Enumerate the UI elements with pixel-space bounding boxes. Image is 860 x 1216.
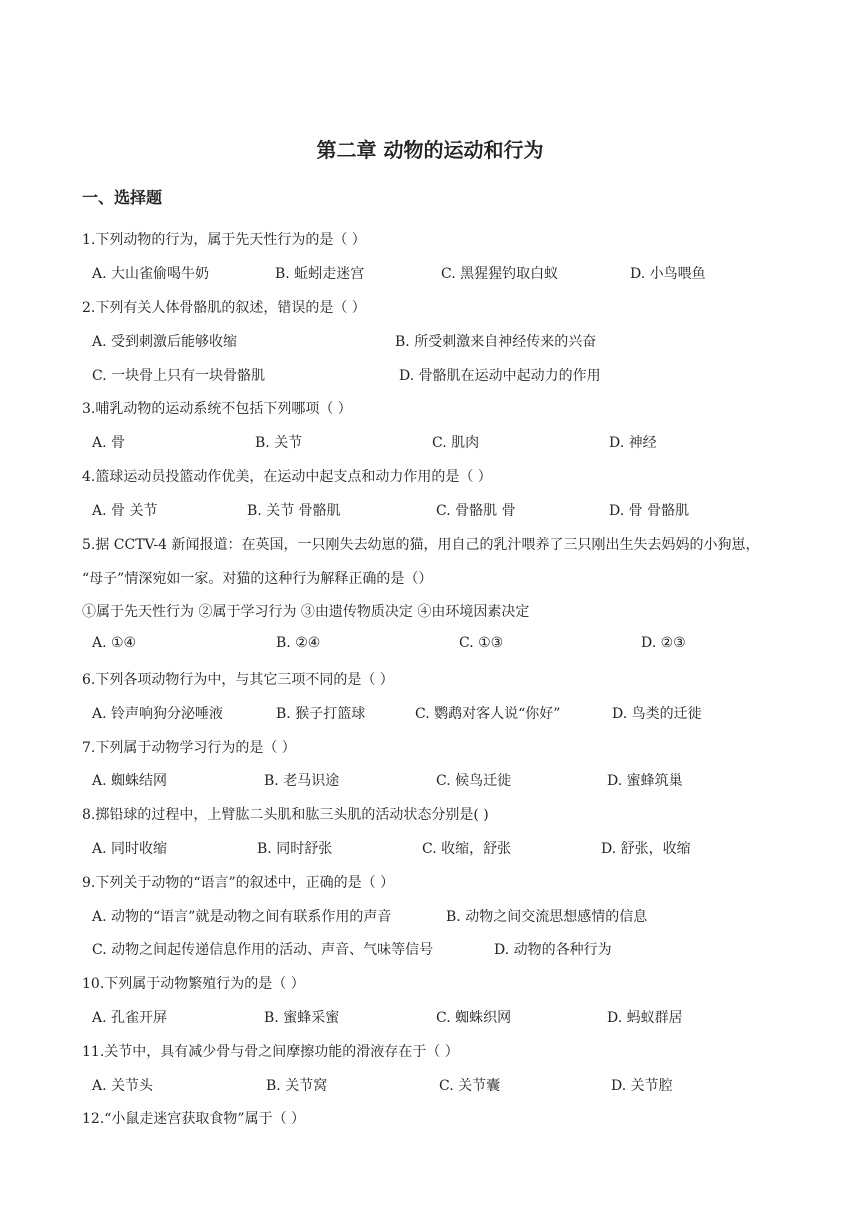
q4-option-c: C. 骨骼肌 骨 <box>436 503 516 519</box>
q11-option-a: A. 关节头 <box>92 1078 154 1094</box>
q1-option-c: C. 黑猩猩钓取白蚁 <box>441 266 559 282</box>
q4-option-d: D. 骨 骨骼肌 <box>609 503 690 519</box>
q8-option-c: C. 收缩，舒张 <box>422 841 512 857</box>
q9-option-c: C. 动物之间起传递信息作用的活动、声音、气味等信号 <box>92 942 434 958</box>
q7-option-a: A. 蜘蛛结网 <box>92 773 168 789</box>
q10-option-b: B. 蜜蜂采蜜 <box>264 1010 340 1026</box>
q6-option-b: B. 猴子打篮球 <box>276 706 366 722</box>
q2-option-d: D. 骨骼肌在运动中起动力的作用 <box>399 368 601 384</box>
q5-option-d: D. ②③ <box>641 635 686 651</box>
q4-option-a: A. 骨 关节 <box>92 503 158 519</box>
question-3-stem: 3.哺乳动物的运动系统不包括下列哪项（ ） <box>82 401 352 417</box>
q11-option-c: C. 关节囊 <box>439 1078 501 1094</box>
q6-option-c: C. 鹦鹉对客人说“你好” <box>415 706 561 722</box>
q2-option-b: B. 所受刺激来自神经传来的兴奋 <box>395 334 597 350</box>
section-heading: 一、选择题 <box>82 188 163 207</box>
q2-option-a: A. 受到刺激后能够收缩 <box>92 334 238 350</box>
q5-option-b: B. ②④ <box>276 635 321 651</box>
question-10-stem: 10.下列属于动物繁殖行为的是（ ） <box>82 976 305 992</box>
q8-option-a: A. 同时收缩 <box>92 841 168 857</box>
question-7-stem: 7.下列属于动物学习行为的是（ ） <box>82 740 296 756</box>
question-5-statements: ①属于先天性行为 ②属于学习行为 ③由遗传物质决定 ④由环境因素决定 <box>82 604 530 620</box>
q11-option-d: D. 关节腔 <box>611 1078 673 1094</box>
q2-option-c: C. 一块骨上只有一块骨骼肌 <box>92 368 266 384</box>
question-8-stem: 8.掷铅球的过程中，上臂肱二头肌和肱三头肌的活动状态分别是( ) <box>82 807 489 823</box>
q7-option-b: B. 老马识途 <box>264 773 340 789</box>
q10-option-d: D. 蚂蚁群居 <box>607 1010 683 1026</box>
q10-option-a: A. 孔雀开屏 <box>92 1010 168 1026</box>
q5-option-c: C. ①③ <box>459 635 504 651</box>
q1-option-a: A. 大山雀偷喝牛奶 <box>92 266 210 282</box>
q9-option-b: B. 动物之间交流思想感情的信息 <box>446 909 648 925</box>
question-11-stem: 11.关节中，具有减少骨与骨之间摩擦功能的滑液存在于（ ） <box>82 1044 459 1060</box>
q9-option-d: D. 动物的各种行为 <box>494 942 612 958</box>
q11-option-b: B. 关节窝 <box>266 1078 328 1094</box>
q3-option-c: C. 肌肉 <box>432 435 480 451</box>
q7-option-d: D. 蜜蜂筑巢 <box>607 773 683 789</box>
question-5-stem-line2: “母子”情深宛如一家。对猫的这种行为解释正确的是（） <box>82 571 433 587</box>
question-12-stem: 12.“小鼠走迷宫获取食物”属于（ ） <box>82 1111 306 1127</box>
q3-option-a: A. 骨 <box>92 435 126 451</box>
q8-option-d: D. 舒张，收缩 <box>601 841 691 857</box>
q1-option-d: D. 小鸟喂鱼 <box>630 266 706 282</box>
question-1-stem: 1.下列动物的行为，属于先天性行为的是（ ） <box>82 232 366 248</box>
q3-option-d: D. 神经 <box>609 435 657 451</box>
page-title: 第二章 动物的运动和行为 <box>316 138 544 162</box>
q5-option-a: A. ①④ <box>92 635 137 651</box>
q6-option-d: D. 鸟类的迁徙 <box>612 706 702 722</box>
q6-option-a: A. 铃声响狗分泌唾液 <box>92 706 224 722</box>
q9-option-a: A. 动物的“语言”就是动物之间有联系作用的声音 <box>92 909 392 925</box>
q1-option-b: B. 蚯蚓走迷宫 <box>275 266 365 282</box>
question-6-stem: 6.下列各项动物行为中，与其它三项不同的是（ ） <box>82 672 394 688</box>
question-4-stem: 4.篮球运动员投篮动作优美，在运动中起支点和动力作用的是（ ） <box>82 469 492 485</box>
question-2-stem: 2.下列有关人体骨骼肌的叙述，错误的是（ ） <box>82 300 366 316</box>
question-9-stem: 9.下列关于动物的“语言”的叙述中，正确的是（ ） <box>82 875 395 891</box>
q10-option-c: C. 蜘蛛织网 <box>436 1010 512 1026</box>
question-5-stem-line1: 5.据 CCTV-4 新闻报道：在英国，一只刚失去幼崽的猫，用自己的乳汁喂养了三只刚出生失去妈妈的小狗崽， <box>82 537 760 553</box>
q3-option-b: B. 关节 <box>255 435 303 451</box>
q8-option-b: B. 同时舒张 <box>257 841 333 857</box>
q4-option-b: B. 关节 骨骼肌 <box>247 503 341 519</box>
q7-option-c: C. 候鸟迁徙 <box>436 773 512 789</box>
